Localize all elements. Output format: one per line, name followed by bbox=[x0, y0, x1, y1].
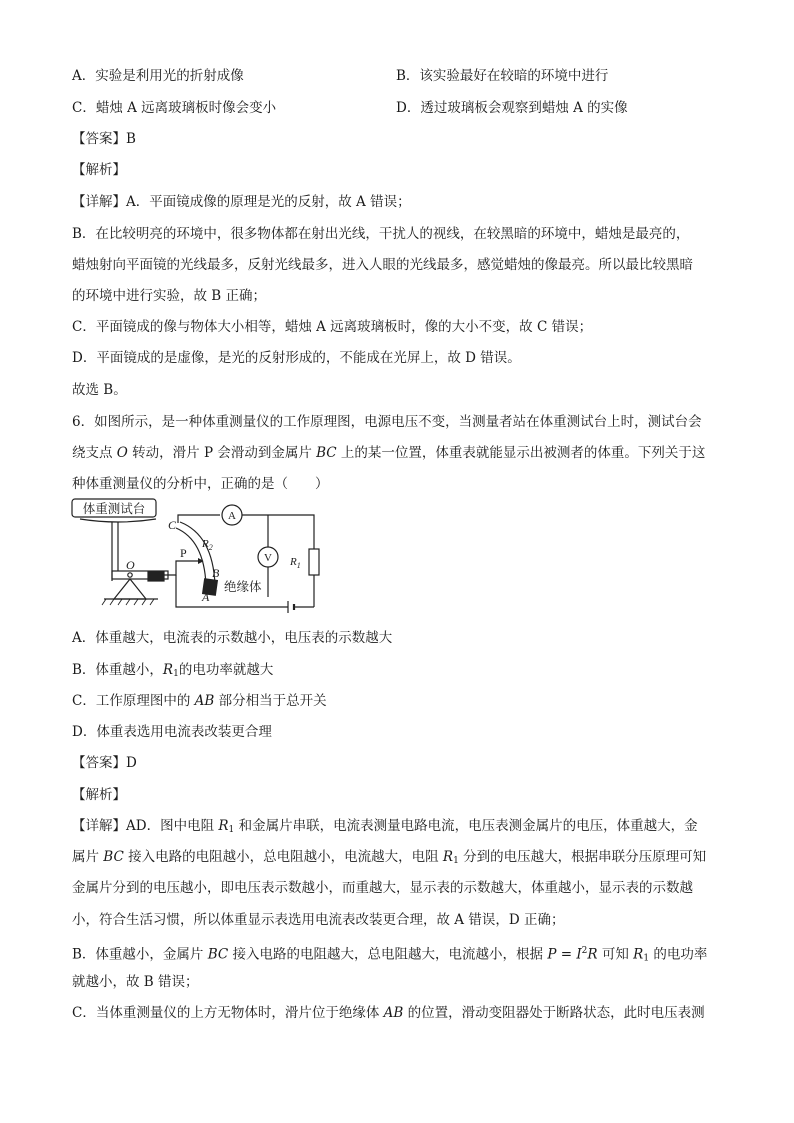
voltmeter-label: V bbox=[264, 552, 272, 564]
ammeter-label: A bbox=[228, 510, 236, 522]
q5-option-a: A．实验是利用光的折射成像 bbox=[72, 68, 244, 84]
q5-option-c: C．蜡烛 A 远离玻璃板时像会变小 bbox=[72, 100, 277, 116]
label-a: A bbox=[202, 590, 210, 604]
q5-detail-line: 【详解】A．平面镜成像的原理是光的反射，故 A 错误； bbox=[72, 194, 411, 210]
q6-detail-line: 小，符合生活习惯，所以体重显示表选用电流表改装更合理，故 A 错误，D 正确； bbox=[72, 912, 565, 928]
label-c: C bbox=[168, 518, 177, 532]
q6-answer: 【答案】D bbox=[72, 755, 137, 771]
q6-detail-line: B．体重越小，金属片 BC 接入电路的电阻越大，总电阻越大，电流越小，根据 $P = I^2R$ 可知 $R_1$ 的电功率 bbox=[72, 946, 708, 964]
weight-scale-circuit-diagram bbox=[68, 495, 328, 617]
q5-detail-line: C．平面镜成的像与物体大小相等，蜡烛 A 远离玻璃板时，像的大小不变，故 C 错误； bbox=[72, 319, 593, 335]
label-p: P bbox=[180, 546, 187, 560]
q6-stem-line-3: 种体重测量仪的分析中，正确的是（ ） bbox=[72, 476, 329, 492]
resistor-r1 bbox=[309, 549, 319, 575]
insulator-label: 绝缘体 bbox=[224, 580, 262, 594]
label-b: B bbox=[212, 566, 220, 580]
label-r2-sub: 2 bbox=[208, 543, 213, 552]
label-r2: R bbox=[202, 538, 209, 550]
q6-detail-line: C．当体重测量仪的上方无物体时，滑片位于绝缘体 AB 的位置，滑动变阻器处于断路状态，此时电压表测 bbox=[72, 1005, 705, 1021]
label-r1-sub: 1 bbox=[296, 561, 301, 570]
q5-option-d: D．透过玻璃板会观察到蜡烛 A 的实像 bbox=[396, 100, 628, 116]
q6-option-c: C．工作原理图中的 AB 部分相当于总开关 bbox=[72, 693, 327, 709]
lever-block bbox=[148, 572, 164, 581]
q5-analysis-heading: 【解析】 bbox=[72, 162, 126, 178]
q5-conclusion: 故选 B。 bbox=[72, 382, 127, 398]
pivot-o bbox=[128, 573, 132, 577]
q6-stem-line-2: 绕支点 O 转动，滑片 P 会滑动到金属片 BC 上的某一位置，体重表就能显示出被测者的体重。下列关于这 bbox=[72, 445, 706, 461]
platform-label: 体重测试台 bbox=[82, 502, 146, 516]
q6-detail-line: 金属片分到的电压越小，即电压表示数越小，而重越大，显示表的示数越大，体重越小，显示表的示数越 bbox=[72, 880, 693, 896]
q6-option-a: A．体重越大，电流表的示数越小，电压表的示数越大 bbox=[72, 630, 393, 646]
q6-analysis-heading: 【解析】 bbox=[72, 787, 126, 803]
q6-option-d: D．体重表选用电流表改装更合理 bbox=[72, 724, 272, 740]
label-r1: R bbox=[290, 556, 297, 568]
q5-option-b: B．该实验最好在较暗的环境中进行 bbox=[396, 68, 609, 84]
q5-detail-line: D．平面镜成的是虚像，是光的反射形成的，不能成在光屏上，故 D 错误。 bbox=[72, 350, 521, 366]
label-o: O bbox=[126, 558, 135, 572]
q5-detail-line: 蜡烛射向平面镜的光线最多，反射光线最多，进入人眼的光线最多，感觉蜡烛的像最亮。所以最比较黑暗 bbox=[72, 257, 693, 273]
q5-detail-line: 的环境中进行实验，故 B 正确； bbox=[72, 288, 267, 304]
q6-detail-line: 属片 BC 接入电路的电阻越小，总电阻越小，电流越大，电阻 $R_1$ 分到的电压越大，根据串联分压原理可知 bbox=[72, 849, 707, 866]
q5-detail-line: B．在比较明亮的环境中，很多物体都在射出光线，干扰人的视线，在较黑暗的环境中，蜡烛是最亮的， bbox=[72, 226, 690, 242]
platform-surface bbox=[80, 519, 156, 522]
q6-detail-line: 就越小，故 B 错误； bbox=[72, 974, 199, 990]
q5-answer: 【答案】B bbox=[72, 131, 136, 147]
q6-detail-line: 【详解】AD．图中电阻 $R_1$ 和金属片串联，电流表测量电路电流，电压表测金属片的电压，体重越大，金 bbox=[72, 818, 698, 835]
svg-text:R1 bbox=[289, 556, 301, 570]
svg-text:R2 bbox=[201, 538, 213, 552]
q6-option-b: B．体重越小，$R_1$的电功率就越大 bbox=[72, 662, 274, 679]
q6-stem-line-1: 6．如图所示，是一种体重测量仪的工作原理图，电源电压不变，当测量者站在体重测试台上时，测试台会 bbox=[72, 414, 702, 430]
